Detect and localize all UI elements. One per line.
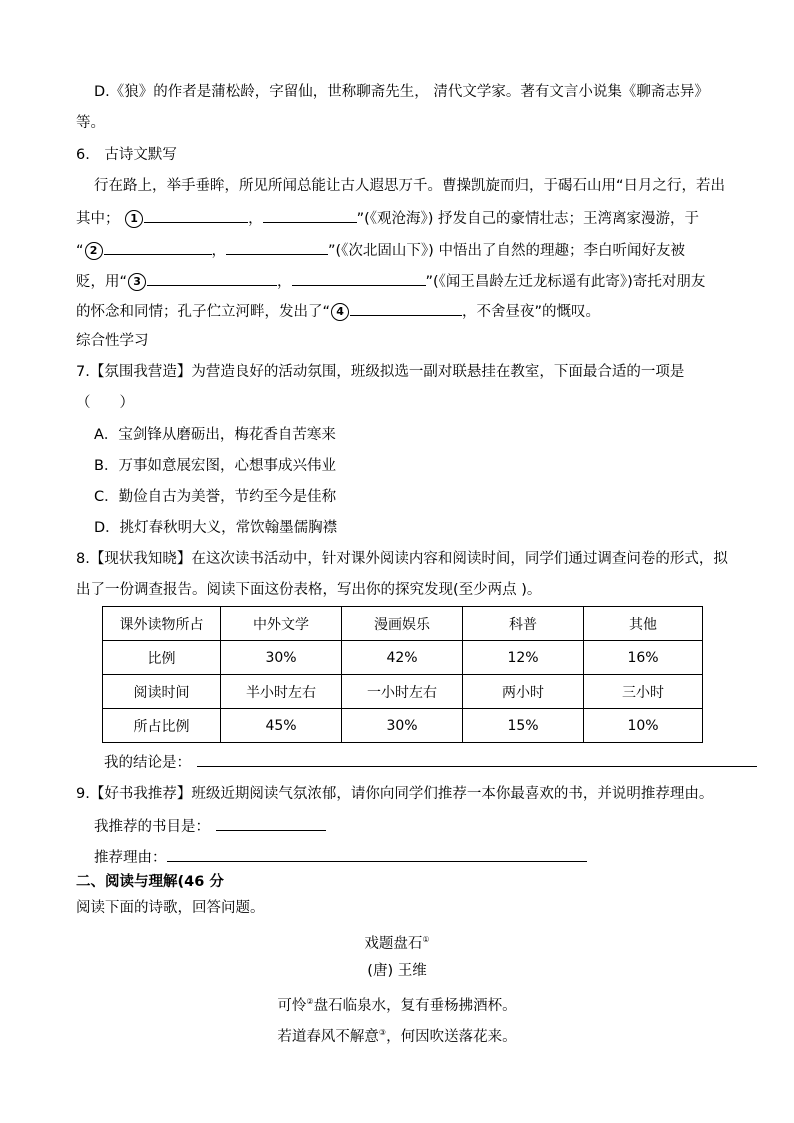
- table-cell: 三小时: [584, 675, 703, 709]
- q6-title: 6. 古诗文默写: [76, 147, 177, 163]
- table-row: [103, 641, 703, 675]
- poem-line1-b: 盘石临泉水，复有垂杨拂酒杯。: [313, 998, 517, 1014]
- q7-stem: 7.【氛围我营造】为营造良好的活动氛围，班级拟选一副对联悬挂在教室，下面最合适的一项是: [76, 364, 685, 380]
- poem-line2-a: 若道春风不解意: [277, 1029, 379, 1045]
- blank-number-2: 2: [85, 242, 103, 260]
- poem-line1: [0, 992, 794, 1016]
- blank-number-3: 3: [128, 273, 146, 291]
- footnote-marker-2: ②: [306, 997, 314, 1006]
- blank-number-1: 1: [125, 210, 143, 228]
- poem-line2: [0, 1023, 794, 1047]
- table-cell: 两小时: [463, 675, 584, 709]
- q9-book-label: 我推荐的书目是：: [94, 819, 210, 835]
- poem-title: 戏题盘石: [364, 936, 423, 952]
- table-cell: 30%: [221, 641, 342, 675]
- poem-author: (唐) 王维: [367, 963, 427, 979]
- blank-number-4: 4: [331, 303, 349, 321]
- q6-line4: [76, 270, 746, 292]
- table-cell: 其他: [584, 607, 703, 641]
- q6-blank-3a[interactable]: [147, 270, 277, 286]
- q8-stem-line1: 8.【现状我知晓】在这次读书活动中，针对课外阅读内容和阅读时间，同学们通过调查问卷的形式，拟: [76, 551, 728, 567]
- q6-blank-2b[interactable]: [226, 239, 328, 255]
- q6-blank-4[interactable]: [350, 300, 462, 316]
- poem-line1-a: 可怜: [277, 998, 307, 1014]
- q7-option-a[interactable]: A．宝剑锋从磨砺出，梅花香自苦寒来: [94, 427, 336, 443]
- table-cell: 45%: [221, 709, 342, 743]
- q6-line5: [76, 300, 746, 322]
- q9-reason-row: [94, 846, 764, 868]
- q6-blank-2a[interactable]: [104, 239, 212, 255]
- q9-reason-blank[interactable]: [167, 846, 587, 862]
- q6-line4-b: ，: [277, 274, 292, 290]
- table-row: [103, 709, 703, 743]
- table-cell: 科普: [463, 607, 584, 641]
- q6-line4-c: ”(《闻王昌龄左迁龙标遥有此寄》)寄托对朋友: [425, 274, 706, 290]
- q7-option-c[interactable]: C．勤俭自古为美誉，节约至今是佳称: [94, 489, 337, 505]
- q6-line4-a: 贬，用“: [76, 274, 128, 290]
- table-cell: 漫画娱乐: [342, 607, 463, 641]
- section-label: 综合性学习: [76, 333, 149, 349]
- q9-stem: 9.【好书我推荐】班级近期阅读气氛浓郁，请你向同学们推荐一本你最喜欢的书，并说明推荐理由。: [76, 786, 714, 802]
- q6-line5-b: ，不舍昼夜”的慨叹。: [462, 304, 601, 320]
- q7-option-d[interactable]: D．挑灯春秋明大义，常饮翰墨儒胸襟: [94, 520, 338, 536]
- q8-stem-line2: 出了一份调查报告。阅读下面这份表格，写出你的探究发现(至少两点 )。: [76, 582, 542, 598]
- poem-line2-b: ，何因吹送落花来。: [386, 1029, 517, 1045]
- table-cell: 一小时左右: [342, 675, 463, 709]
- table-cell: 所占比例: [103, 709, 221, 743]
- table-cell: 42%: [342, 641, 463, 675]
- table-cell: 30%: [342, 709, 463, 743]
- part2-heading: 二、阅读与理解(46 分: [76, 874, 224, 890]
- q8-conclusion-blank[interactable]: [197, 751, 757, 767]
- table-cell: 课外读物所占: [103, 607, 221, 641]
- footnote-marker-3: ③: [378, 1028, 387, 1037]
- q7-option-b[interactable]: B．万事如意展宏图，心想事成兴伟业: [94, 458, 336, 474]
- part2-intro: 阅读下面的诗歌，回答问题。: [76, 900, 265, 916]
- q8-conclusion-row: [104, 751, 750, 773]
- poem-title-row: [0, 930, 794, 954]
- table-cell: 中外文学: [221, 607, 342, 641]
- q6-line3-a: “: [76, 243, 84, 259]
- table-cell: 10%: [584, 709, 703, 743]
- table-row: [103, 607, 703, 641]
- q6-line2-c: ”(《观沧海》) 抒发自己的豪情壮志；王湾离家漫游，于: [356, 211, 700, 227]
- table-cell: 16%: [584, 641, 703, 675]
- table-cell: 半小时左右: [221, 675, 342, 709]
- table-cell: 15%: [463, 709, 584, 743]
- q6-line2-b: ，: [248, 211, 263, 227]
- q5-option-d-line2: 等。: [76, 115, 105, 131]
- q6-line1: 行在路上，举手垂眸，所见所闻总能让古人遐思万千。曹操凯旋而归，于碣石山用“日月之行，若出: [94, 178, 726, 194]
- table-cell: 比例: [103, 641, 221, 675]
- q6-line3-c: ”(《次北固山下》) 中悟出了自然的理趣；李白听闻好友被: [328, 243, 685, 259]
- q6-blank-3b[interactable]: [292, 270, 426, 286]
- q8-conclusion-label: 我的结论是：: [104, 755, 191, 771]
- q6-line2-a: 其中；: [76, 211, 120, 227]
- q9-reason-label: 推荐理由：: [94, 850, 167, 866]
- survey-table: [102, 606, 703, 743]
- footnote-marker-1: ①: [422, 935, 430, 944]
- q6-line5-a: 的怀念和同情；孔子伫立河畔，发出了“: [76, 304, 331, 320]
- q6-blank-1b[interactable]: [263, 207, 357, 223]
- q6-blank-1a[interactable]: [144, 207, 248, 223]
- q6-line2: [76, 207, 746, 229]
- q9-book-blank[interactable]: [216, 815, 326, 831]
- q5-option-d-line1: D.《狼》的作者是蒲松龄，字留仙，世称聊斋先生， 清代文学家。著有文言小说集《聊斋志异》: [94, 84, 709, 100]
- q6-line3-b: ，: [211, 243, 227, 259]
- q6-line3: [76, 239, 746, 261]
- table-cell: 阅读时间: [103, 675, 221, 709]
- q9-book-row: [94, 815, 764, 837]
- q7-answer-bracket[interactable]: （ ）: [76, 395, 134, 411]
- table-row: [103, 675, 703, 709]
- table-cell: 12%: [463, 641, 584, 675]
